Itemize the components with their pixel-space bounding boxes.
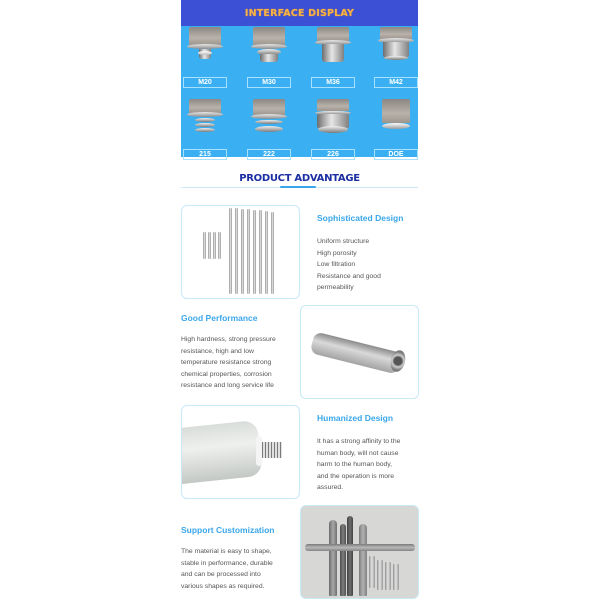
222-fitting-image [251,99,287,145]
interface-label: M20 [183,77,227,88]
feature-title-sophisticated-design: Sophisticated Design [317,213,404,223]
interface-label: DOE [374,149,418,160]
feature-line: chemical properties, corrosion [181,370,272,378]
product-advantage-header [181,170,418,192]
interface-item-215[interactable] [183,99,227,159]
feature-line: It has a strong affinity to the [317,438,401,445]
feature-line: harm to the human body, [317,461,393,468]
226-fitting-image [315,99,351,145]
feature-line: permeability [317,284,354,291]
title-accent-bar [280,186,316,188]
feature-line: resistance and long service life [181,382,274,389]
interface-display-header [181,0,418,26]
interface-item-m20[interactable] [183,27,227,87]
feature-line: temperature resistance strong [181,359,272,366]
filter-rods-bundle-image [181,205,300,299]
feature-line: assured. [317,484,344,491]
feature-text-sophisticated-design [317,236,417,294]
interface-item-222[interactable] [247,99,291,159]
feature-line: human body, will not cause [317,449,399,457]
assorted-filters-image [300,505,419,599]
interface-label: M42 [374,77,418,88]
feature-line: stable in performance, durable [181,559,273,567]
feature-title-humanized-design: Humanized Design [317,413,394,423]
interface-label: M30 [247,77,291,88]
feature-line: various shapes as required. [181,582,265,590]
feature-line: resistance, high and low [181,347,254,355]
interface-item-m36[interactable] [311,27,355,87]
interface-item-226[interactable] [311,99,355,159]
filter-closeup-image [181,405,300,499]
doe-fitting-image [378,99,414,145]
m36-fitting-image [315,27,351,73]
feature-line: and the operation is more [317,472,395,480]
m42-fitting-image [378,27,414,73]
feature-text-humanized-design [317,436,419,494]
feature-line: Low filtration [317,261,356,268]
interface-item-m42[interactable] [374,27,418,87]
interface-display-section [181,0,418,157]
feature-title-support-customization: Support Customization [181,525,275,535]
feature-line: and can be processed into [181,571,261,578]
interface-item-m30[interactable] [247,27,291,87]
interface-label: 226 [311,149,355,160]
feature-line: Resistance and good [317,272,381,280]
product-advantage-title: PRODUCT ADVANTAGE [239,173,360,184]
215-fitting-image [187,99,223,145]
product-page [181,0,418,600]
interface-display-title: INTERFACE DISPLAY [244,7,355,19]
feature-line: The material is easy to shape, [181,548,272,555]
feature-text-support-customization [181,546,297,592]
m20-fitting-image [187,27,223,73]
interface-label: 222 [247,149,291,160]
interface-label: M36 [311,77,355,88]
interface-item-doe[interactable] [374,99,418,159]
feature-line: Uniform structure [317,238,370,245]
interface-label: 215 [183,149,227,160]
feature-line: High hardness, strong pressure [181,336,276,343]
threaded-filter-cartridge-image [300,305,419,399]
m30-fitting-image [251,27,287,73]
feature-text-good-performance [181,334,297,392]
feature-title-good-performance: Good Performance [181,313,258,323]
feature-line: High porosity [317,249,357,257]
